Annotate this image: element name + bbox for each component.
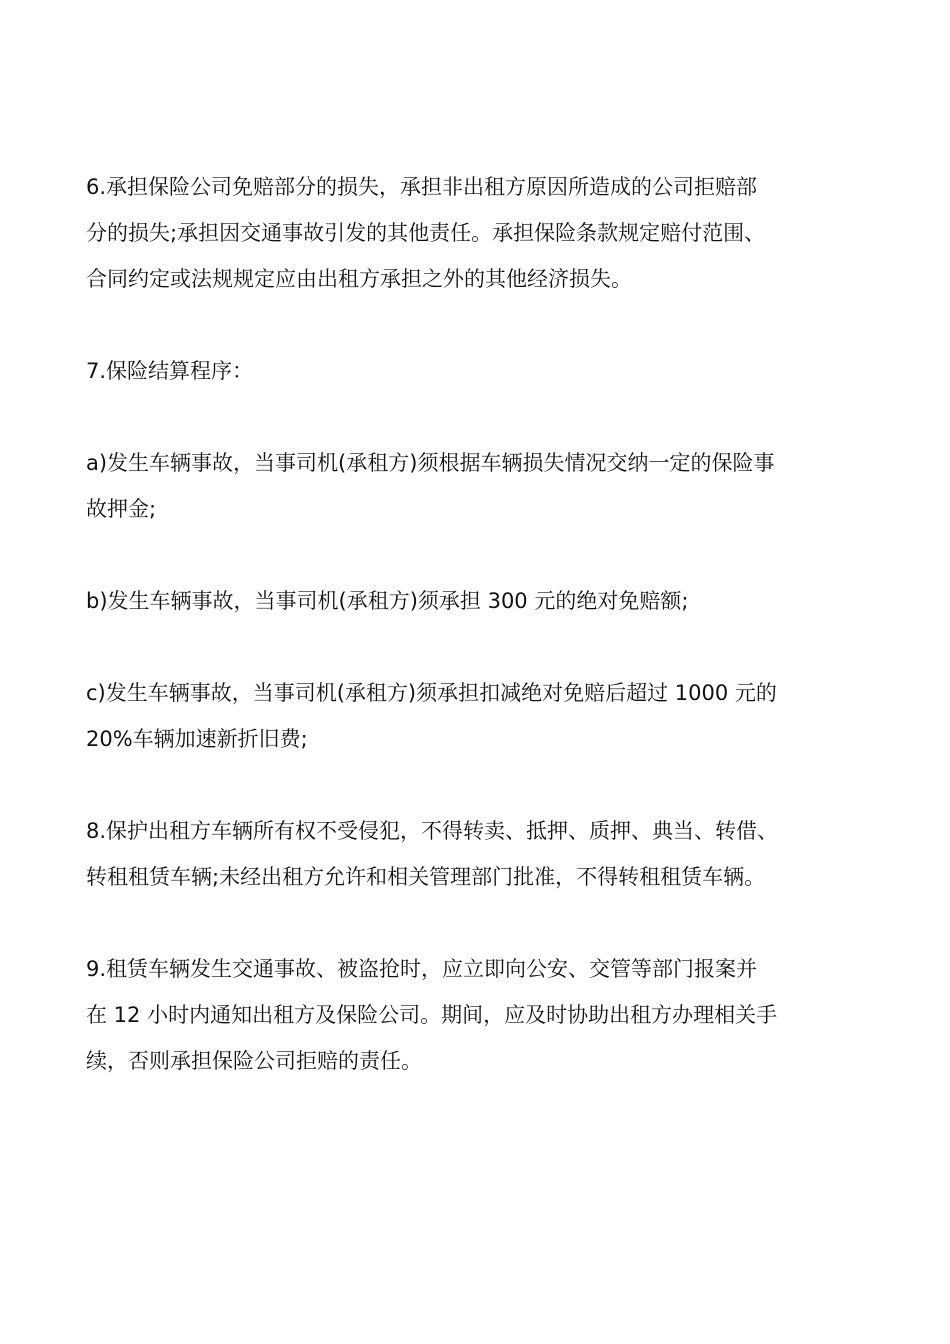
paragraph-item-6 <box>86 164 886 302</box>
paragraph-item-8 <box>86 808 886 900</box>
paragraph-item-7-heading <box>86 348 886 394</box>
paragraph-line: 8.保护出租方车辆所有权不受侵犯，不得转卖、抵押、质押、典当、转借、 <box>86 819 779 843</box>
paragraph-line: a)发生车辆事故，当事司机(承租方)须根据车辆损失情况交纳一定的保险事 <box>86 451 775 475</box>
paragraph-line: c)发生车辆事故，当事司机(承租方)须承担扣减绝对免赔后超过 1000 元的 <box>86 681 777 705</box>
paragraph-subitem-b <box>86 578 886 624</box>
paragraph-line: 6.承担保险公司免赔部分的损失，承担非出租方原因所造成的公司拒赔部 <box>86 175 758 199</box>
paragraph-subitem-c <box>86 670 886 762</box>
paragraph-line: 分的损失;承担因交通事故引发的其他责任。承担保险条款规定赔付范围、 <box>86 221 766 245</box>
paragraph-line: 20%车辆加速新折旧费; <box>86 727 308 751</box>
paragraph-line: 7.保险结算程序： <box>86 359 254 383</box>
paragraph-line: 续，否则承担保险公司拒赔的责任。 <box>86 1049 422 1073</box>
paragraph-line: b)发生车辆事故，当事司机(承租方)须承担 300 元的绝对免赔额; <box>86 589 689 613</box>
paragraph-line: 合同约定或法规规定应由出租方承担之外的其他经济损失。 <box>86 267 632 291</box>
document-page <box>86 164 886 1130</box>
paragraph-item-9 <box>86 946 886 1084</box>
paragraph-line: 9.租赁车辆发生交通事故、被盗抢时，应立即向公安、交管等部门报案并 <box>86 957 758 981</box>
paragraph-subitem-a <box>86 440 886 532</box>
paragraph-line: 在 12 小时内通知出租方及保险公司。期间，应及时协助出租方办理相关手 <box>86 1003 778 1027</box>
paragraph-line: 故押金; <box>86 497 157 521</box>
paragraph-line: 转租租赁车辆;未经出租方允许和相关管理部门批准，不得转租租赁车辆。 <box>86 865 766 889</box>
